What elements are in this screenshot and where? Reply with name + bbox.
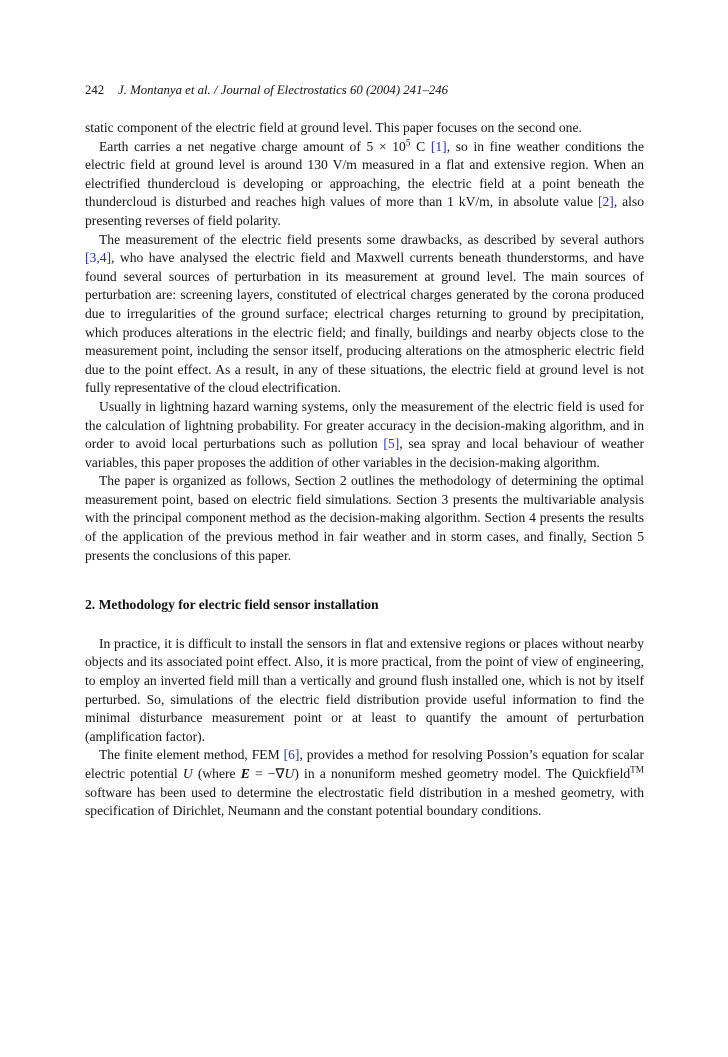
text-run: software has been used to determine the electrostatic field distribution in a meshed geometry, with specification of Dirichlet, Neumann and the constant potential boundary conditions. [85, 784, 644, 819]
italic-variable: U [284, 766, 295, 781]
article-body [85, 119, 644, 821]
text-run: In practice, it is difficult to install the sensors in flat and extensive regions or places without nearby objects and its associated point effect. Also, it is more practical, from the point of view of engineering, to employ an inverted field mill than a vertically and ground flush installed one, which is not by itself perturbed. So, simulations of the electric field distribution provide useful information to find the minimal disturbance measurement point or at least to quantify the amount of perturbation (amplification factor). [85, 635, 644, 744]
page-number: 242 [85, 83, 105, 97]
citation-link[interactable]: [5] [383, 436, 400, 452]
citation-link[interactable]: [6] [283, 747, 300, 763]
text-run: , sea spray and local behaviour of weather variables, this paper proposes the addition of other variables in the decision-making algorithm. [85, 436, 644, 470]
text-run: , who have analysed the electric field and Maxwell currents beneath thunderstorms, and have found several sources of perturbation in its measurement at ground level. The main sources of perturbation are: screening layers, constituted of electrical charges generated by the corona produced due to irregularities of the ground surface; electrical charges returning to ground by precipitation, which produces alterations in the electric field; and finally, buildings and nearby objects close to the measurement point, including the sensor itself, producing alterations on the atmospheric electric field due to the point effect. As a result, in any of these situations, the electric field at ground level is not fully representative of the cloud electrification. [85, 250, 644, 396]
text-run: Usually in lightning hazard warning systems, only the measurement of the electric field is used for the calculation of lightning probability. For greater accuracy in the decision-making algorithm, and in order to avoid local perturbations such as pollution [85, 398, 644, 452]
text-run: Earth carries a net negative charge amount of 5 × 10 [99, 138, 406, 154]
page-content [85, 82, 644, 821]
text-run: ) in a nonuniform meshed geometry model. The Quickfield [294, 766, 631, 781]
page-header [85, 82, 644, 98]
paragraph [85, 472, 644, 565]
text-run: The paper is organized as follows, Section 2 outlines the methodology of determining the optimal measurement point, based on electric field simulations. Section 3 presents the multivariable analysis with the principal component method as the decision-making algorithm. Section 4 presents the results of the application of the previous method in fair weather and in storm cases, and finally, Section 5 presents the conclusions of this paper. [85, 473, 644, 563]
text-run: , also presenting reverses of field polarity. [85, 194, 645, 228]
superscript: 5 [405, 137, 411, 148]
paragraph [85, 746, 644, 820]
section-heading: 2. Methodology for electric field sensor installation [85, 597, 379, 613]
citation-link[interactable]: [1] [430, 138, 447, 154]
text-run: The measurement of the electric field presents some drawbacks, as described by several authors [99, 231, 644, 247]
paragraph [85, 398, 644, 472]
text-run: The finite element method, FEM [99, 747, 284, 763]
paragraph [85, 231, 644, 398]
text-run: C [410, 138, 431, 154]
italic-variable: U [182, 766, 193, 781]
text-run: (where [192, 766, 241, 781]
citation-link[interactable]: [3,4] [85, 250, 112, 266]
superscript: TM [630, 764, 644, 775]
paragraph [85, 138, 644, 231]
text-run: , so in fine weather conditions the electric field at ground level is around 130 V/m measured in a flat and extensive region. When an electrified thundercloud is developing or approaching, the electric field at a point beneath the thundercloud is disturbed and reaches high values of more than 1 kV/m, in absolute value [85, 138, 644, 210]
text-run: static component of the electric field at ground level. This paper focuses on the second one. [85, 120, 582, 135]
paragraph [85, 635, 644, 747]
paragraph [85, 119, 644, 138]
bold-italic-variable: E [240, 766, 250, 781]
text-run: , provides a method for resolving Possion’s equation for scalar electric potential [85, 747, 644, 781]
running-title: J. Montanya et al. / Journal of Electrostatics 60 (2004) 241–246 [118, 83, 449, 97]
citation-link[interactable]: [2] [597, 194, 614, 210]
text-run: = −∇ [249, 766, 285, 781]
